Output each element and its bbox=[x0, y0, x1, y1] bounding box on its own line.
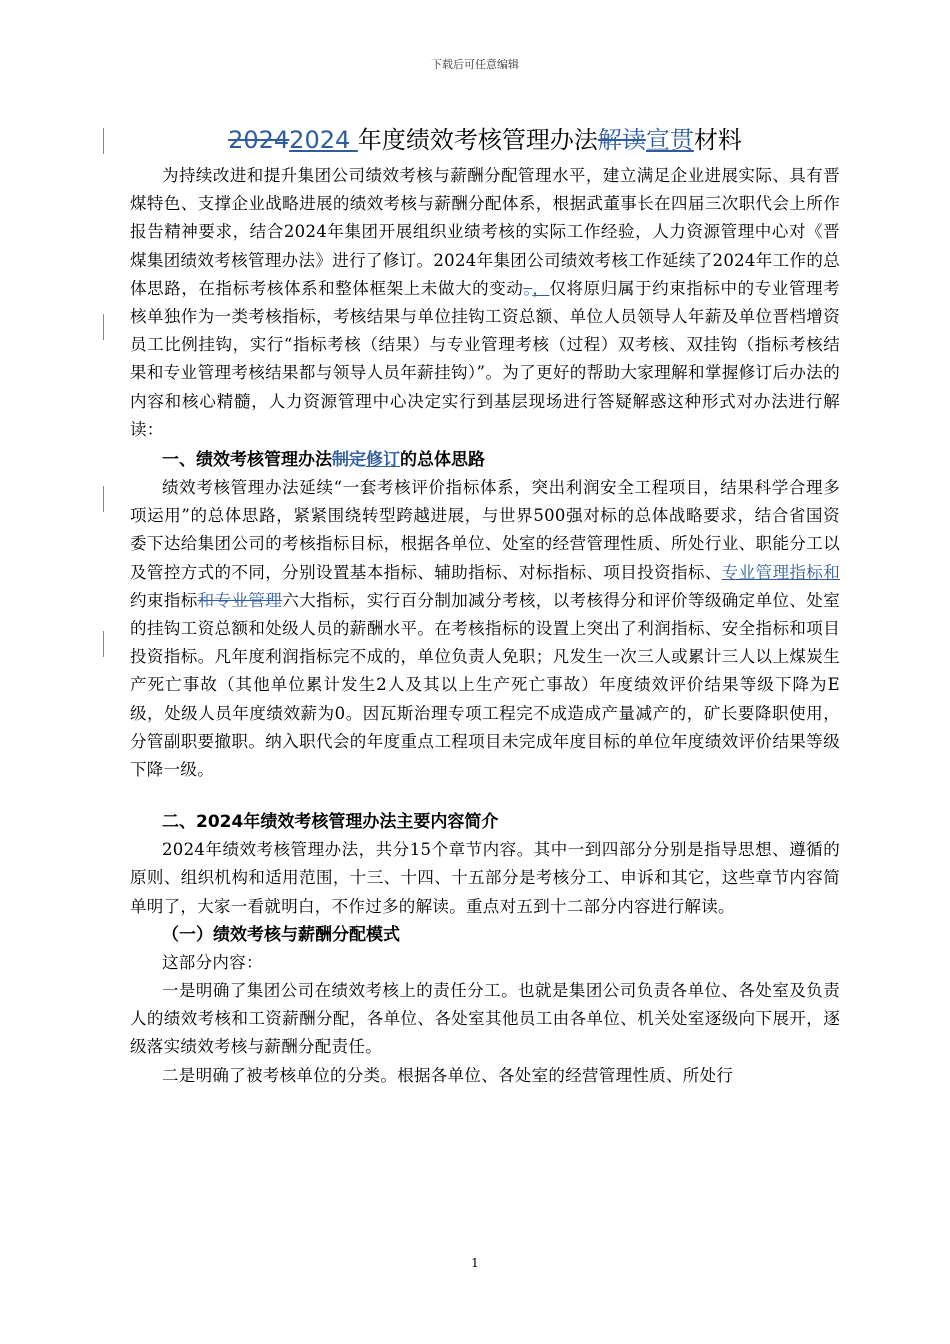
deleted-text: 制定 bbox=[332, 450, 366, 471]
text-run: 绩效考核管理办法延续“一套考核评价指标体系，突出利润安全工程项目，结果科学合理多项运用”的总体思路，紧紧围绕转型跨越进展，与世界500强对标的总体战略要求，结合省国资委下达给集团公司的考核指标目标，根据各单位、处室的经营管理性质、所处行业、职能分工以及管控方式的不同，分别设置基本指标、辅助指标、对标指标、项目投资指标、 bbox=[130, 478, 840, 582]
section2-paragraph: 2024年绩效考核管理办法，共分15个章节内容。其中一到四部分分别是指导思想、遵循的原则、组织机构和适用范围，十三、十四、十五部分是考核分工、申诉和其它，这些章节内容简单明了，大家一看就明白，不作过多的解读。重点对五到十二部分内容进行解读。 bbox=[130, 840, 840, 916]
page-header-note: 下载后可任意编辑 bbox=[431, 58, 519, 71]
text-run: 仅将原归属于约束指标中的专业管理考核单独作为一类考核指标，考核结果与单位挂钩工资总额、单位人员领导人年薪及单位晋档增资员工比例挂钩，实行“指标考核（结果）与专业管理考核（过程）双考核、双挂钩（指标考核结果和专业管理考核结果都与领导人员年薪挂钩）”。为了更好的帮助大家理解和掌握修订后办法的内容和核心精髓，人力资源管理中心决定实行到基层现场进行答疑解惑这种形式对办法进行解读： bbox=[130, 278, 840, 439]
revision-bar bbox=[103, 631, 104, 657]
text-run: 六大指标，实行百分制加减分考核，以考核得分和评价等级确定单位、处室的挂钩工资总额和处级人员的薪酬水平。在考核指标的设置上突出了利润指标、安全指标和项目投资指标。凡年度利润指标完不成的，单位负责人免职；凡发生一次三人或累计三人以上煤炭生产死亡事故（其他单位累计发生2人及其以上生产死亡事故）年度绩效评价结果等级下降为E级，处级人员年度绩效薪为0。因瓦斯治理专项工程完不成造成产量减产的，矿长要降职使用，分管副职要撤职。纳入职代会的年度重点工程项目未完成年度目标的单位年度绩效评价结果等级下降一级。 bbox=[130, 590, 841, 780]
revision-bar bbox=[103, 486, 104, 512]
text-run: 一、绩效考核管理办法 bbox=[162, 450, 332, 471]
subsection1-point-1: 一是明确了集团公司在绩效考核上的责任分工。也就是集团公司负责各单位、各处室及负责人的绩效考核和工资薪酬分配，各单位、各处室其他员工由各单位、机关处室逐级向下展开，逐级落实绩效考核与薪酬分配责任。 bbox=[130, 981, 840, 1057]
inserted-text: 2024 bbox=[289, 126, 358, 154]
subsection1-intro: 这部分内容： bbox=[162, 952, 263, 972]
deleted-text: 和专业管理 bbox=[197, 590, 283, 610]
page-number: 1 bbox=[471, 1256, 479, 1270]
section-heading-2: 二、2024年绩效考核管理办法主要内容简介 bbox=[162, 812, 499, 833]
inserted-text: ， bbox=[532, 278, 550, 298]
spacer bbox=[130, 784, 840, 806]
title-text: 年度绩效考核管理办法 bbox=[357, 126, 598, 154]
subsection-heading-1: （一）绩效考核与薪酬分配模式 bbox=[162, 924, 400, 945]
title-suffix: 材料 bbox=[693, 126, 742, 154]
revision-bar bbox=[103, 314, 104, 340]
deleted-text: 2024 bbox=[228, 126, 290, 154]
text-run: 的总体思路 bbox=[400, 450, 485, 471]
text-run: 为持续改进和提升集团公司绩效考核与薪酬分配管理水平，建立满足企业进展实际、具有晋煤特色、支撑企业战略进展的绩效考核与薪酬分配体系，根据武董事长在四届三次职代会上所作报告精神要求，结合2024年集团开展组织业绩考核的实际工作经验，人力资源管理中心对《晋煤集团绩效考核管理办法》进行了修订。2024年集团公司绩效考核工作延续了2024年工作的总体思路，在指标考核体系和整体框架上未做大的变动 bbox=[130, 166, 840, 298]
section1-paragraph bbox=[130, 474, 840, 784]
section-heading-1 bbox=[130, 446, 840, 474]
subsection1-point-2: 二是明确了被考核单位的分类。根据各单位、各处室的经营管理性质、所处行 bbox=[162, 1065, 734, 1085]
document-title bbox=[130, 120, 840, 160]
deleted-text: 。 bbox=[523, 278, 533, 298]
inserted-text: 宣贯 bbox=[645, 126, 694, 154]
intro-paragraph bbox=[130, 162, 840, 444]
document-body bbox=[130, 120, 840, 1090]
deleted-text: 解读 bbox=[597, 126, 646, 154]
inserted-text: 修订 bbox=[366, 450, 400, 471]
text-run: 约束指标 bbox=[130, 590, 198, 610]
inserted-text: 专业管理指标和 bbox=[721, 562, 840, 582]
revision-bar bbox=[103, 128, 104, 154]
